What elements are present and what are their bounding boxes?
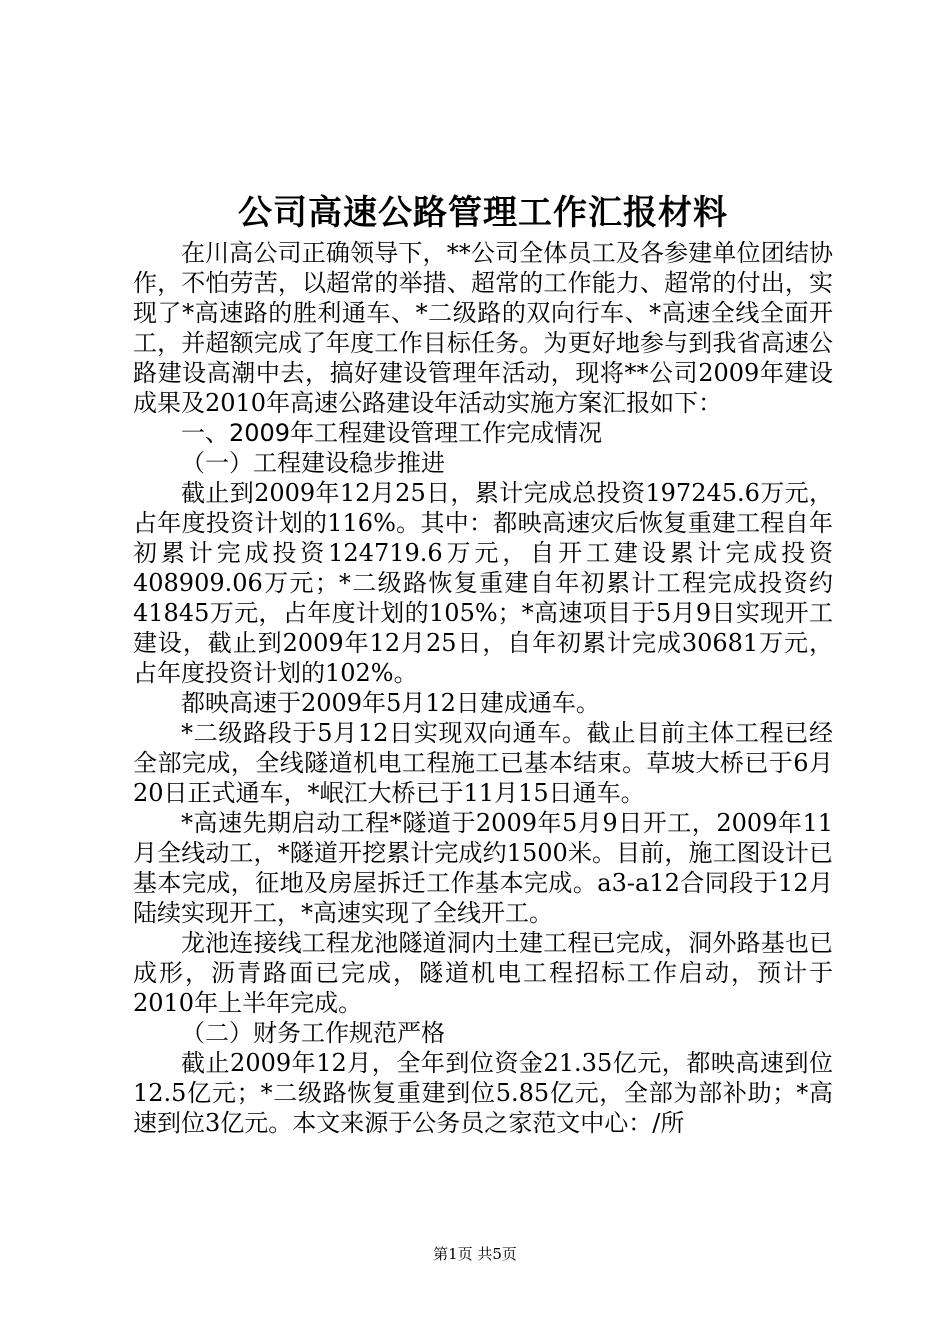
paragraph-highway-start: *高速先期启动工程*隧道于2009年5月9日开工，2009年11月全线动工，*隧道开挖累计完成约1500米。目前，施工图设计已基本完成，征地及房屋拆迁工作基本完成。a3-a12合同段于12月陆续实现开工，*高速实现了全线开工。 — [133, 809, 833, 927]
document-title: 公司高速公路管理工作汇报材料 — [238, 193, 728, 233]
paragraph-secondary-road: *二级路段于5月12日实现双向通车。截止目前主体工程已经全部完成，全线隧道机电工程施工已基本结束。草坡大桥已于6月20日正式通车，*岷江大桥已于11月15日通车。 — [133, 719, 833, 807]
subsection-heading-2: （二）财务工作规范严格 — [181, 1019, 445, 1047]
paragraph-duying-opening: 都映高速于2009年5月12日建成通车。 — [181, 689, 600, 717]
paragraph-finance: 截止2009年12月，全年到位资金21.35亿元，都映高速到位12.5亿元；*二级路恢复重建到位5.85亿元，全部为部补助；*高速到位3亿元。本文来源于公务员之家范文中心：/所 — [133, 1049, 833, 1137]
page-footer: 第1页 共5页 — [433, 1245, 517, 1263]
paragraph-longchi: 龙池连接线工程龙池隧道洞内土建工程已完成，洞外路基也已成形，沥青路面已完成，隧道机电工程招标工作启动，预计于2010年上半年完成。 — [133, 929, 833, 1017]
document-content — [133, 190, 833, 1138]
paragraph-intro: 在川高公司正确领导下，**公司全体员工及各参建单位团结协作，不怕劳苦，以超常的举措、超常的工作能力、超常的付出，实现了*高速路的胜利通车、*二级路的双向行车、*高速全线全面开工，并超额完成了年度工作目标任务。为更好地参与到我省高速公路建设高潮中去，搞好建设管理年活动，现将**公司2009年建设成果及2010年高速公路建设年活动实施方案汇报如下： — [133, 239, 833, 417]
paragraph-investment: 截止到2009年12月25日，累计完成总投资197245.6万元，占年度投资计划的116%。其中：都映高速灾后恢复重建工程自年初累计完成投资124719.6万元，自开工建设累计完成投资408909.06万元；*二级路恢复重建自年初累计工程完成投资约41845万元，占年度计划的105%；*高速项目于5月9日实现开工建设，截止到2009年12月25日，自年初累计完成30681万元，占年度投资计划的102%。 — [133, 479, 833, 687]
section-heading-1: 一、2009年工程建设管理工作完成情况 — [181, 419, 603, 447]
subsection-heading-1: （一）工程建设稳步推进 — [181, 449, 445, 477]
